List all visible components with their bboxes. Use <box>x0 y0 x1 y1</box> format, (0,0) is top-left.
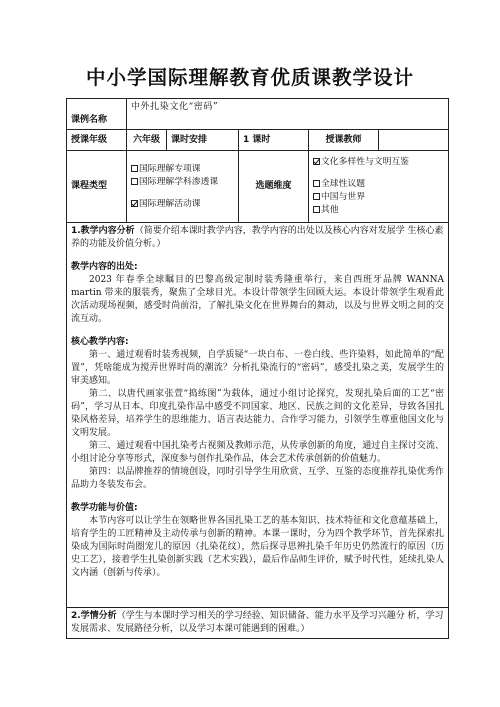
schedule-row <box>67 130 449 151</box>
course-type-label: 课程类型 <box>67 151 127 223</box>
checked-checkbox-icon <box>131 200 138 207</box>
value-heading: 教学功能与价值: <box>71 503 138 513</box>
checked-checkbox-icon <box>313 158 320 165</box>
core-paragraph: 第一、通过观看时装秀视频，自学质疑“一块白布、一卷白线、些许染料，如此简单的“配置”，凭啥能成为搅弄世界时尚的潮流？分析扎染流行的“密码”，感受扎染之美，发展学生的审美感知。 <box>71 350 445 386</box>
course-type-option[interactable]: 国际理解学科渗透课 <box>131 176 234 189</box>
checkbox-icon <box>313 180 320 187</box>
page-title: 中小学国际理解教育优质课教学设计 <box>85 66 414 89</box>
core-paragraph: 第二、以唐代画家张萱“捣练图”为载体，通过小组讨论探究，发现扎染后面的工艺“密码”，学习从日本、印度扎染作品中感受不同国家、地区、民族之间的文化差异，导致各国扎染风格差异，培养学生的思维能力、语言表达能力、合作学习能力，引领学生尊重他国文化与文明发展。 <box>71 389 445 438</box>
topic-dimension-options <box>309 151 449 223</box>
topic-dimension-label: 选题维度 <box>239 151 309 223</box>
dimension-option[interactable]: 文化多样性与文明互鉴 <box>313 156 444 169</box>
learner-analysis-note: （学生与本课时学习相关的学习经验、知识储备、能力水平及学习兴趣分 析，学习发展需求、发展路径分析，以及学习本课可能遇到的困难。） <box>71 611 444 634</box>
teacher-value <box>379 130 449 151</box>
teacher-label: 授课教师 <box>309 130 379 151</box>
learner-analysis-heading: 2.学情分析 <box>71 611 117 621</box>
lesson-name-row <box>67 99 449 130</box>
grade-value: 六年级 <box>127 130 167 151</box>
learner-analysis-row <box>67 608 449 639</box>
course-type-option[interactable]: 国际理解活动课 <box>131 198 234 211</box>
lesson-name-label: 课例名称 <box>67 99 127 130</box>
grade-label: 授课年级 <box>67 130 127 151</box>
course-type-row <box>67 151 449 223</box>
source-heading: 教学内容的出处: <box>71 262 138 272</box>
checkbox-icon <box>313 193 320 200</box>
checkbox-icon <box>131 165 138 172</box>
dimension-option[interactable]: 其他 <box>313 204 444 217</box>
course-type-options <box>127 151 239 223</box>
source-text: 2023 年春季全球瞩目的巴黎高级定制时装秀隆重举行，来自西班牙品牌 WANNA martin 带来的服装秀，聚焦了全球目光。本设计带领学生回顾大运。本设计带领学生观看此次活动现场视频，感受时尚前沿，了解扎染文化在世界舞台的舞动，以及与世界文明之间的交流互动。 <box>71 275 445 324</box>
course-type-option[interactable]: 国际理解专项课 <box>131 163 234 176</box>
lesson-name-value: 中外扎染文化“密码” <box>127 99 449 130</box>
core-paragraph: 第三、通过观看中国扎染考古视频及教师示范，从传承创新的角度，通过自主探讨交流、小组讨论分享等形式，深度参与创作扎染作品，体会艺术传承创新的价值魅力。 <box>71 441 445 464</box>
learner-analysis-section <box>67 608 449 639</box>
content-analysis-row <box>67 223 449 608</box>
dimension-option[interactable]: 全球性议题 <box>313 178 444 191</box>
schedule-label: 课时安排 <box>167 130 239 151</box>
checkbox-icon <box>131 178 138 185</box>
schedule-value: 1 课时 <box>239 130 309 151</box>
content-analysis-section <box>67 223 449 608</box>
checkbox-icon <box>313 206 320 213</box>
value-text: 本节内容可以让学生在领略世界各国扎染工艺的基本知识、技术特征和文化意蕴基础上，培育学生的工匠精神及主动传承与创新的精神。本课一课时，分为四个教学环节，首先探索扎染成为国际时尚圈宠儿的原因（扎染花纹），然后探寻思辨扎染千年历史仍然流行的原因（历史工艺），接着学生扎染创新实践（艺术实践），最后作品师生评价，赋予时代性，延续扎染人文内涵（创新与传承）。 <box>71 516 445 578</box>
core-paragraph: 第四：以品牌推荐的情境创设，同时引导学生用欣赏、互学、互鉴的态度推荐扎染优秀作品助力冬装发布会。 <box>71 467 445 490</box>
core-content-heading: 核心教学内容: <box>71 337 129 347</box>
lesson-design-form <box>66 98 449 639</box>
content-analysis-heading: 1.教学内容分析（简要介绍本课时教学内容，教学内容的出处以及核心内容对发展学 生核心素养的功能及价值分析。） <box>71 226 444 249</box>
dimension-option[interactable]: 中国与世界 <box>313 191 444 204</box>
